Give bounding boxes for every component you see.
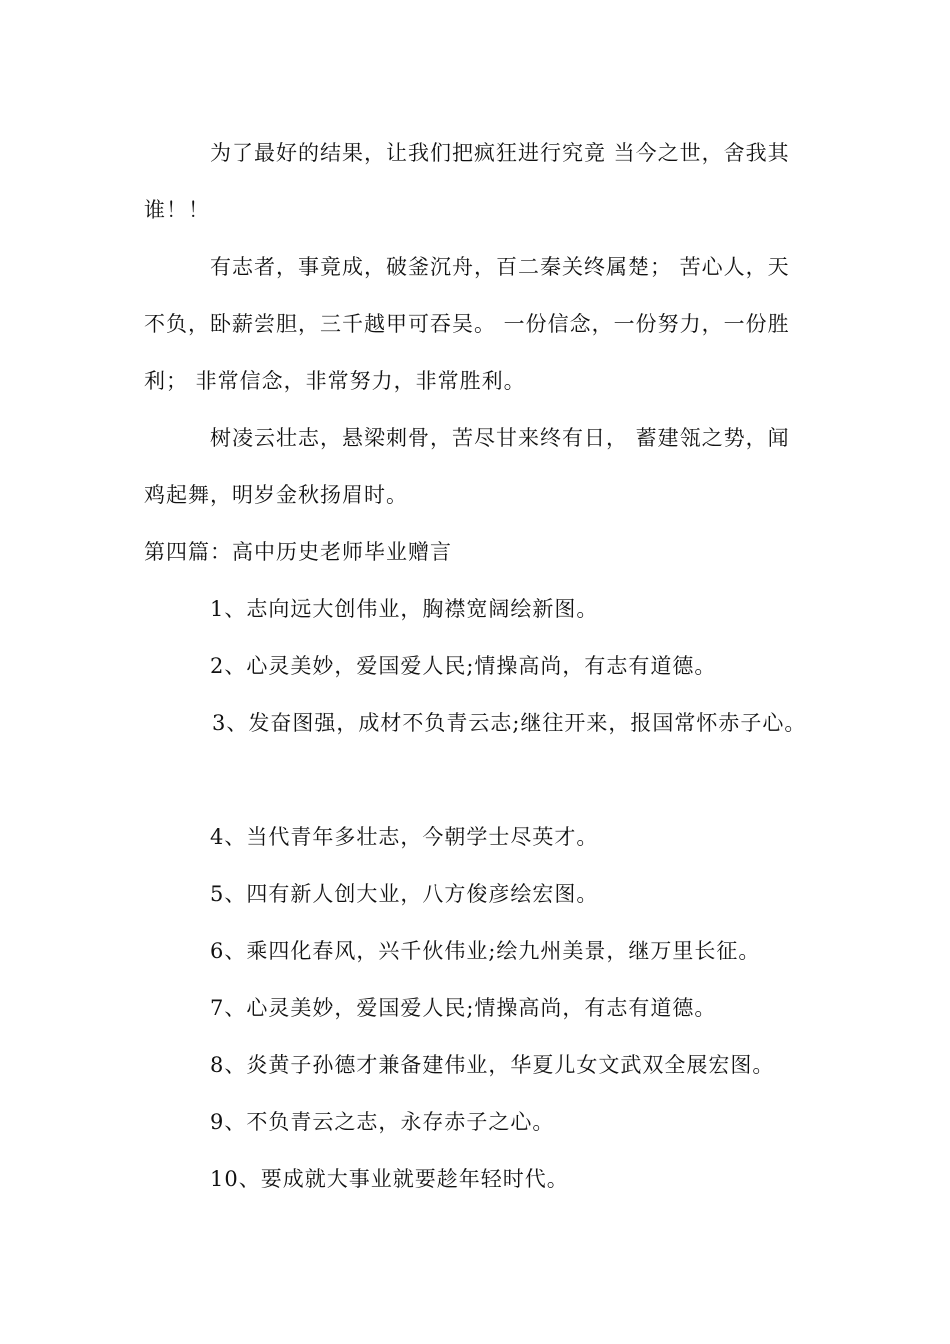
paragraph-2-line-3: 利； 非常信念，非常努力，非常胜利。 xyxy=(144,369,526,393)
list-item: 7、心灵美妙，爱国爱人民;情操高尚，有志有道德。 xyxy=(210,996,717,1020)
list-item: 6、乘四化春风，兴千伙伟业;绘九州美景，继万里长征。 xyxy=(210,939,761,963)
paragraph-1-line-1: 为了最好的结果，让我们把疯狂进行究竟 当今之世，舍我其 xyxy=(210,141,790,165)
list-item: 5、四有新人创大业，八方俊彦绘宏图。 xyxy=(210,882,599,906)
list-item: 2、心灵美妙，爱国爱人民;情操高尚，有志有道德。 xyxy=(210,654,717,678)
list-item: 8、炎黄子孙德才兼备建伟业，华夏儿女文武双全展宏图。 xyxy=(210,1053,775,1077)
paragraph-3-line-1: 树凌云壮志，悬梁刺骨，苦尽甘来终有日， 蓄建瓴之势，闻 xyxy=(210,426,790,450)
list-item: 10、要成就大事业就要趁年轻时代。 xyxy=(210,1167,569,1191)
paragraph-1-line-2: 谁！！ xyxy=(144,198,210,222)
paragraph-2-line-2: 不负，卧薪尝胆，三千越甲可吞吴。 一份信念，一份努力，一份胜 xyxy=(144,312,790,336)
paragraph-3-line-2: 鸡起舞，明岁金秋扬眉时。 xyxy=(144,483,408,507)
list-item: 4、当代青年多壮志，今朝学士尽英才。 xyxy=(210,825,599,849)
list-item: 9、不负青云之志，永存赤子之心。 xyxy=(210,1110,555,1134)
paragraph-2-line-1: 有志者，事竟成，破釜沉舟，百二秦关终属楚； 苦心人，天 xyxy=(210,255,790,279)
section-title: 第四篇：高中历史老师毕业赠言 xyxy=(144,540,452,564)
list-item: 3、发奋图强，成材不负青云志;继往开来，报国常怀赤子心。 xyxy=(212,711,807,735)
list-item: 1、志向远大创伟业，胸襟宽阔绘新图。 xyxy=(210,597,599,621)
